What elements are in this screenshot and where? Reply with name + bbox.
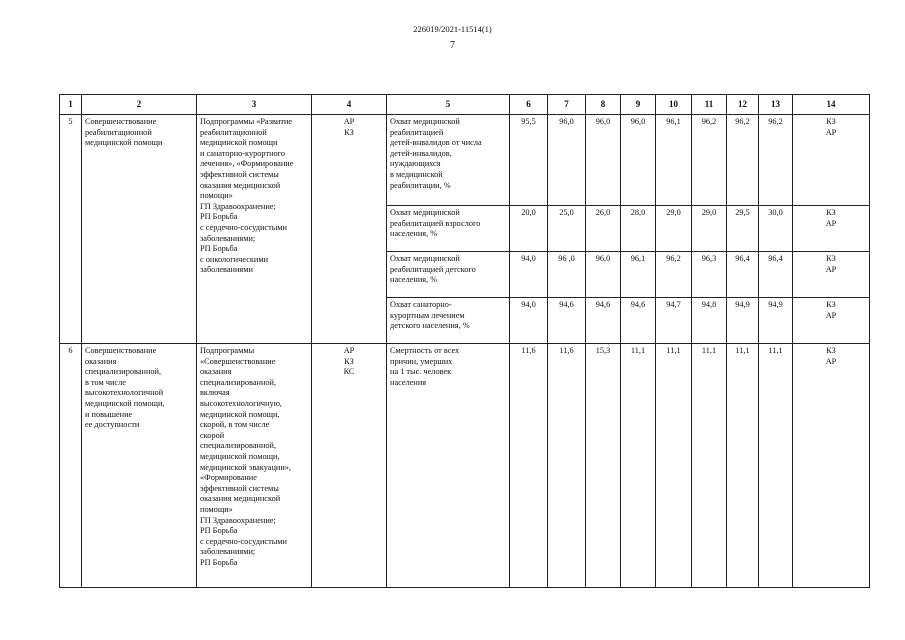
indicator-name: Охват медицинской реабилитацией детского населения, % bbox=[387, 252, 510, 298]
value-cell: 96,1 bbox=[621, 252, 656, 298]
task-name: Совершенствование оказания специализированной, в том числе высокотехнологичной медицинской помощи, и повышение ее доступности bbox=[82, 344, 197, 588]
row-number: 5 bbox=[60, 115, 82, 344]
value-cell: 94,9 bbox=[727, 298, 759, 344]
value-cell: 94,8 bbox=[692, 298, 727, 344]
header-cell: 10 bbox=[656, 95, 692, 115]
program-text: Подпрограммы «Совершенствование оказания специализированной, включая высокотехнологичную, медицинской помощи, скорой, в том числе скорой специализированной, медицинской помощи, медицинской эвакуации», «Формирование эффективной системы оказания медицинской помощи» ГП Здравоохранение; РП Борьба с сердечно-сосудистыми заболеваниями; РП Борьба bbox=[197, 344, 312, 588]
responsible: КЗ АР bbox=[793, 298, 870, 344]
header-cell: 5 bbox=[387, 95, 510, 115]
value-cell: 96,2 bbox=[759, 115, 793, 206]
value-cell: 94,6 bbox=[621, 298, 656, 344]
value-cell: 11,6 bbox=[548, 344, 586, 588]
table-row bbox=[60, 115, 870, 206]
responsible: КЗ АР bbox=[793, 115, 870, 206]
value-cell: 94,7 bbox=[656, 298, 692, 344]
header-cell: 14 bbox=[793, 95, 870, 115]
header-cell: 7 bbox=[548, 95, 586, 115]
executors: АР КЗ bbox=[312, 115, 387, 344]
value-cell: 94,6 bbox=[586, 298, 621, 344]
value-cell: 96,2 bbox=[656, 252, 692, 298]
header-cell: 8 bbox=[586, 95, 621, 115]
value-cell: 29,0 bbox=[656, 206, 692, 252]
value-cell: 96,2 bbox=[692, 115, 727, 206]
value-cell: 94,0 bbox=[510, 298, 548, 344]
header-cell: 13 bbox=[759, 95, 793, 115]
header-cell: 6 bbox=[510, 95, 548, 115]
value-cell: 96,3 bbox=[692, 252, 727, 298]
value-cell: 96,1 bbox=[656, 115, 692, 206]
value-cell: 30,0 bbox=[759, 206, 793, 252]
value-cell: 11,6 bbox=[510, 344, 548, 588]
value-cell: 11,1 bbox=[692, 344, 727, 588]
value-cell: 11,1 bbox=[621, 344, 656, 588]
indicator-name: Охват санаторно- курортным лечением детского населения, % bbox=[387, 298, 510, 344]
indicator-name: Смертность от всех причин, умерших на 1 тыс. человек населения bbox=[387, 344, 510, 588]
value-cell: 28,0 bbox=[621, 206, 656, 252]
header-cell: 9 bbox=[621, 95, 656, 115]
responsible: КЗ АР bbox=[793, 344, 870, 588]
value-cell: 26,0 bbox=[586, 206, 621, 252]
responsible: КЗ АР bbox=[793, 252, 870, 298]
table-row bbox=[60, 344, 870, 588]
header-cell: 2 bbox=[82, 95, 197, 115]
row-number: 6 bbox=[60, 344, 82, 588]
value-cell: 94,0 bbox=[510, 252, 548, 298]
value-cell: 96,0 bbox=[586, 115, 621, 206]
value-cell: 29,5 bbox=[727, 206, 759, 252]
value-cell: 96,4 bbox=[759, 252, 793, 298]
value-cell: 11,1 bbox=[759, 344, 793, 588]
responsible: КЗ АР bbox=[793, 206, 870, 252]
value-cell: 20,0 bbox=[510, 206, 548, 252]
table-header-row bbox=[60, 95, 870, 115]
value-cell: 25,0 bbox=[548, 206, 586, 252]
value-cell: 94,6 bbox=[548, 298, 586, 344]
value-cell: 29,0 bbox=[692, 206, 727, 252]
header-cell: 3 bbox=[197, 95, 312, 115]
value-cell: 11,1 bbox=[727, 344, 759, 588]
program-text: Подпрограммы «Развитие реабилитационной медицинской помощи и санаторно-курортного лечения», «Формирование эффективной системы оказания медицинской помощи» ГП Здравоохранение; РП Борьба с сердечно-сосудистыми заболеваниями; РП Борьба с онкологическими заболеваниями bbox=[197, 115, 312, 344]
header-cell: 1 bbox=[60, 95, 82, 115]
indicators-table bbox=[59, 94, 870, 588]
value-cell: 96,4 bbox=[727, 252, 759, 298]
header-cell: 12 bbox=[727, 95, 759, 115]
value-cell: 96 ,0 bbox=[548, 252, 586, 298]
indicator-name: Охват медицинской реабилитацией детей-инвалидов от числа детей-инвалидов, нуждающихся в медицинской реабилитации, % bbox=[387, 115, 510, 206]
value-cell: 96,0 bbox=[586, 252, 621, 298]
document-code: 226019/2021-11514(1) bbox=[413, 24, 492, 34]
value-cell: 95,5 bbox=[510, 115, 548, 206]
value-cell: 96,0 bbox=[548, 115, 586, 206]
value-cell: 11,1 bbox=[656, 344, 692, 588]
task-name: Совершенствование реабилитационной медицинской помощи bbox=[82, 115, 197, 344]
value-cell: 96,2 bbox=[727, 115, 759, 206]
value-cell: 96,0 bbox=[621, 115, 656, 206]
value-cell: 94,9 bbox=[759, 298, 793, 344]
page-number: 7 bbox=[450, 40, 455, 51]
header-cell: 4 bbox=[312, 95, 387, 115]
indicator-name: Охват медицинской реабилитацией взрослого населения, % bbox=[387, 206, 510, 252]
executors: АР КЗ КС bbox=[312, 344, 387, 588]
value-cell: 15,3 bbox=[586, 344, 621, 588]
header-cell: 11 bbox=[692, 95, 727, 115]
